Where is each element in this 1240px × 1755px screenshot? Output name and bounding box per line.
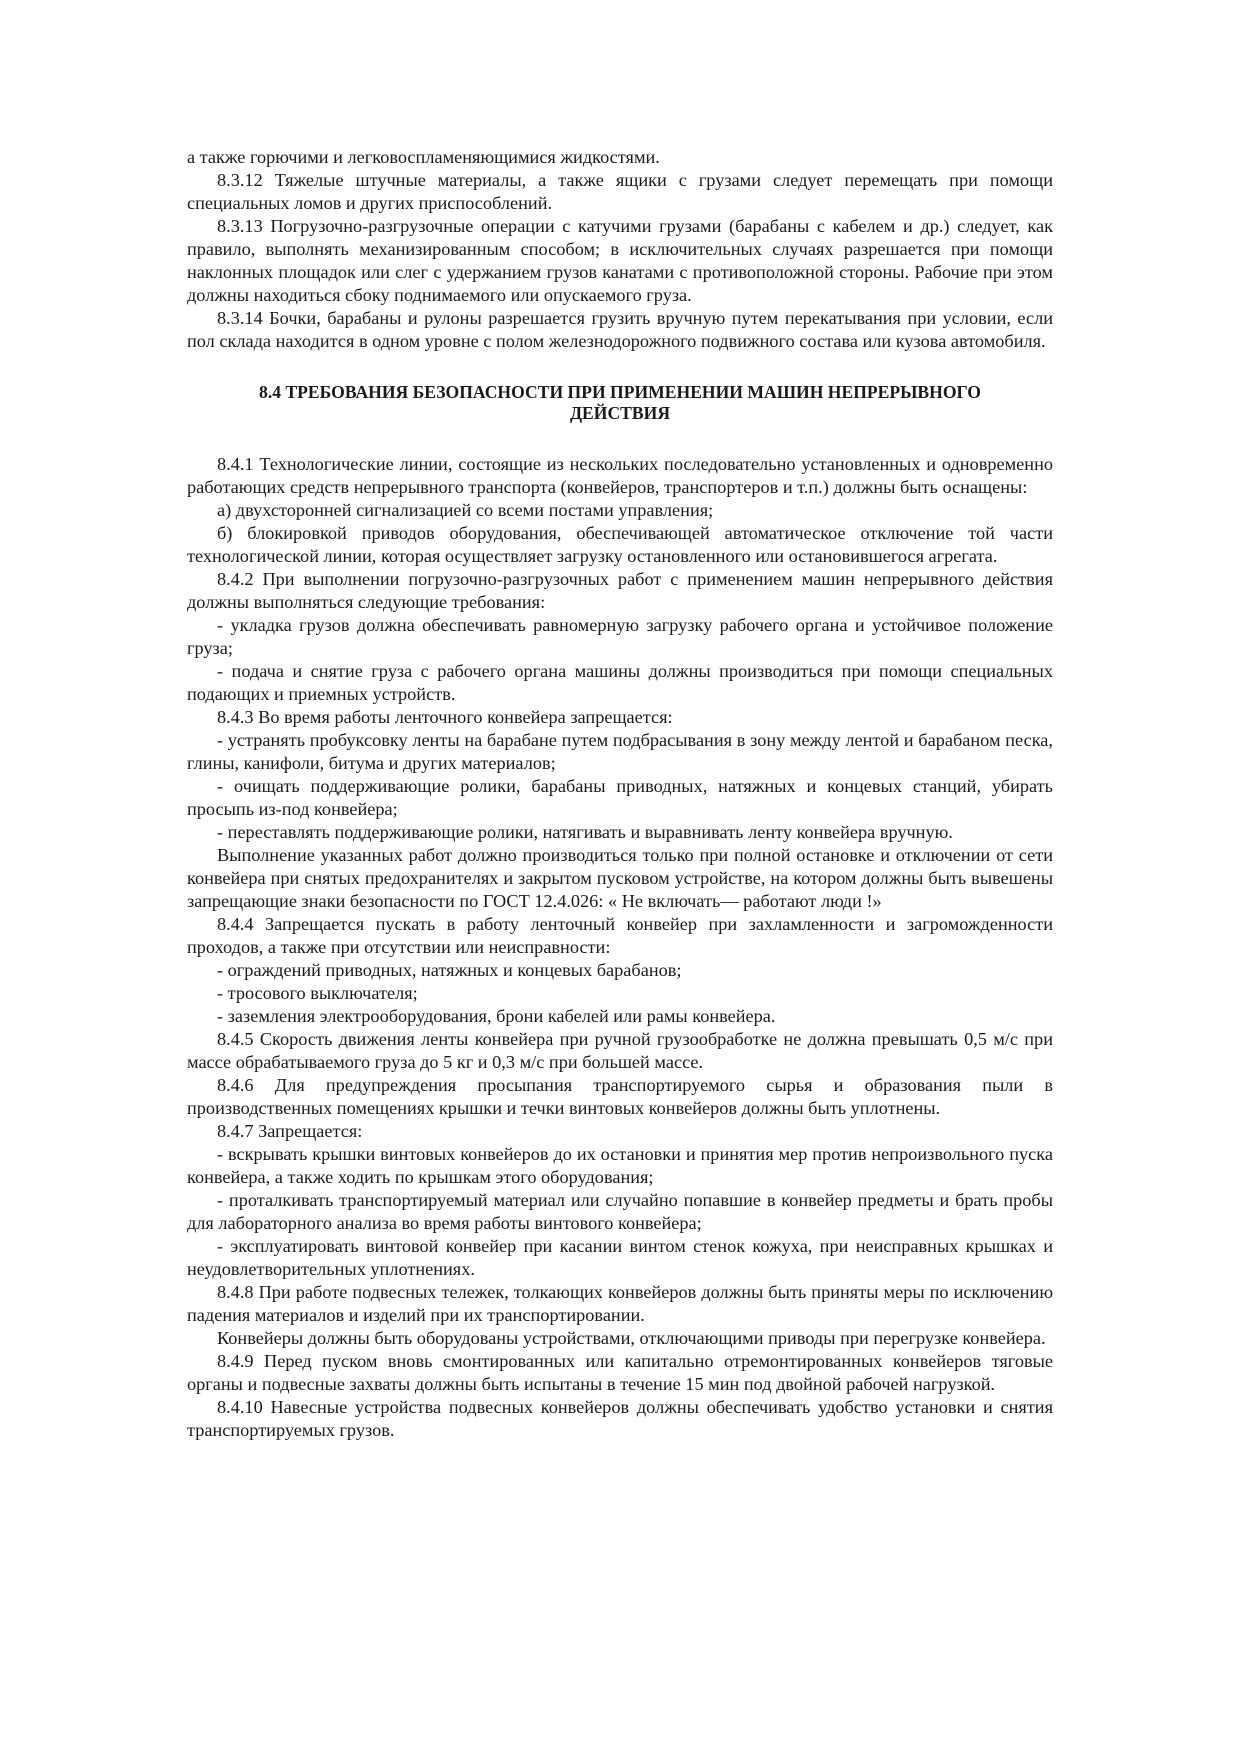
paragraph: 8.4.2 При выполнении погрузочно-разгрузочных работ с применением машин непрерывного действия должны выполняться следующие требования: <box>187 569 1053 612</box>
paragraph: - ограждений приводных, натяжных и концевых барабанов; <box>217 960 682 980</box>
paragraph: 8.3.13 Погрузочно-разгрузочные операции с катучими грузами (барабаны с кабелем и др.) следует, как правило, выполнять механизированным способом; в исключительных случаях разрешается при помощи наклонных площадок или слег с удержанием грузов канатами с противоположной стороны. Рабочие при этом должны находиться сбоку поднимаемого или опускаемого груза. <box>187 216 1053 305</box>
paragraph: Выполнение указанных работ должно производиться только при полной остановке и отключении от сети конвейера при снятых предохранителях и закрытом пусковом устройстве, на котором должны быть вывешены запрещающие знаки безопасности по ГОСТ 12.4.026: « Не включать— работают люди !» <box>187 845 1053 911</box>
paragraph: 8.4.1 Технологические линии, состоящие из нескольких последовательно установленных и одновременно работающих средств непрерывного транспорта (конвейеров, транспортеров и т.п.) должны быть оснащены: <box>187 454 1053 497</box>
paragraph: - подача и снятие груза с рабочего органа машины должны производиться при помощи специальных подающих и приемных устройств. <box>187 661 1053 704</box>
paragraph: - эксплуатировать винтовой конвейер при касании винтом стенок кожуха, при неисправных крышках и неудовлетворительных уплотнениях. <box>187 1236 1053 1279</box>
paragraph: - проталкивать транспортируемый материал или случайно попавшие в конвейер предметы и брать пробы для лабораторного анализа во время работы винтового конвейера; <box>187 1190 1053 1233</box>
section-heading: 8.4 ТРЕБОВАНИЯ БЕЗОПАСНОСТИ ПРИ ПРИМЕНЕНИИ МАШИН НЕПРЕРЫВНОГО ДЕЙСТВИЯ <box>259 382 981 423</box>
paragraph: 8.4.9 Перед пуском вновь смонтированных или капитально отремонтированных конвейеров тяговые органы и подвесные захваты должны быть испытаны в течение 15 мин под двойной рабочей нагрузкой. <box>187 1351 1053 1394</box>
paragraph: 8.3.12 Тяжелые штучные материалы, а также ящики с грузами следует перемещать при помощи специальных ломов и других приспособлений. <box>187 170 1053 213</box>
paragraph: - укладка грузов должна обеспечивать равномерную загрузку рабочего органа и устойчивое положение груза; <box>187 615 1053 658</box>
paragraph: 8.4.8 При работе подвесных тележек, толкающих конвейеров должны быть приняты меры по исключению падения материалов и изделий при их транспортировании. <box>187 1282 1053 1325</box>
paragraph: 8.4.10 Навесные устройства подвесных конвейеров должны обеспечивать удобство установки и снятия транспортируемых грузов. <box>187 1397 1053 1440</box>
paragraph: 8.4.4 Запрещается пускать в работу ленточный конвейер при захламленности и загроможденности проходов, а также при отсутствии или неисправности: <box>187 914 1053 957</box>
paragraph: - устранять пробуксовку ленты на барабане путем подбрасывания в зону между лентой и барабаном песка, глины, канифоли, битума и других материалов; <box>187 730 1053 773</box>
paragraph: - заземления электрооборудования, брони кабелей или рамы конвейера. <box>217 1006 776 1026</box>
paragraph: - очищать поддерживающие ролики, барабаны приводных, натяжных и концевых станций, убирать просыпь из-под конвейера; <box>187 776 1053 819</box>
paragraph: 8.3.14 Бочки, барабаны и рулоны разрешается грузить вручную путем перекатывания при условии, если пол склада находится в одном уровне с полом железнодорожного подвижного состава или кузова автомобиля. <box>187 308 1053 351</box>
paragraph: 8.4.3 Во время работы ленточного конвейера запрещается: <box>217 707 673 727</box>
paragraph: 8.4.7 Запрещается: <box>217 1121 363 1141</box>
section-8-4-body <box>187 453 1053 1442</box>
section-8-3-continuation <box>187 146 1053 353</box>
paragraph: 8.4.5 Скорость движения ленты конвейера при ручной грузообработке не должна превышать 0,5 м/с при массе обрабатываемого груза до 5 кг и 0,3 м/с при большей массе. <box>187 1029 1053 1072</box>
paragraph: б) блокировкой приводов оборудования, обеспечивающей автоматическое отключение той части технологической линии, которая осуществляет загрузку остановленного или остановившегося агрегата. <box>187 523 1053 566</box>
paragraph: - тросового выключателя; <box>217 983 418 1003</box>
paragraph: - вскрывать крышки винтовых конвейеров до их остановки и принятия мер против непроизвольного пуска конвейера, а также ходить по крышкам этого оборудования; <box>187 1144 1053 1187</box>
paragraph: Конвейеры должны быть оборудованы устройствами, отключающими приводы при перегрузке конвейера. <box>217 1328 1046 1348</box>
paragraph: а также горючими и легковоспламеняющимися жидкостями. <box>187 147 660 167</box>
paragraph: 8.4.6 Для предупреждения просыпания транспортируемого сырья и образования пыли в производственных помещениях крышки и течки винтовых конвейеров должны быть уплотнены. <box>187 1075 1053 1118</box>
paragraph: а) двухсторонней сигнализацией со всеми постами управления; <box>217 500 714 520</box>
document-body <box>187 146 1053 1442</box>
paragraph: - переставлять поддерживающие ролики, натягивать и выравнивать ленту конвейера вручную. <box>217 822 953 842</box>
